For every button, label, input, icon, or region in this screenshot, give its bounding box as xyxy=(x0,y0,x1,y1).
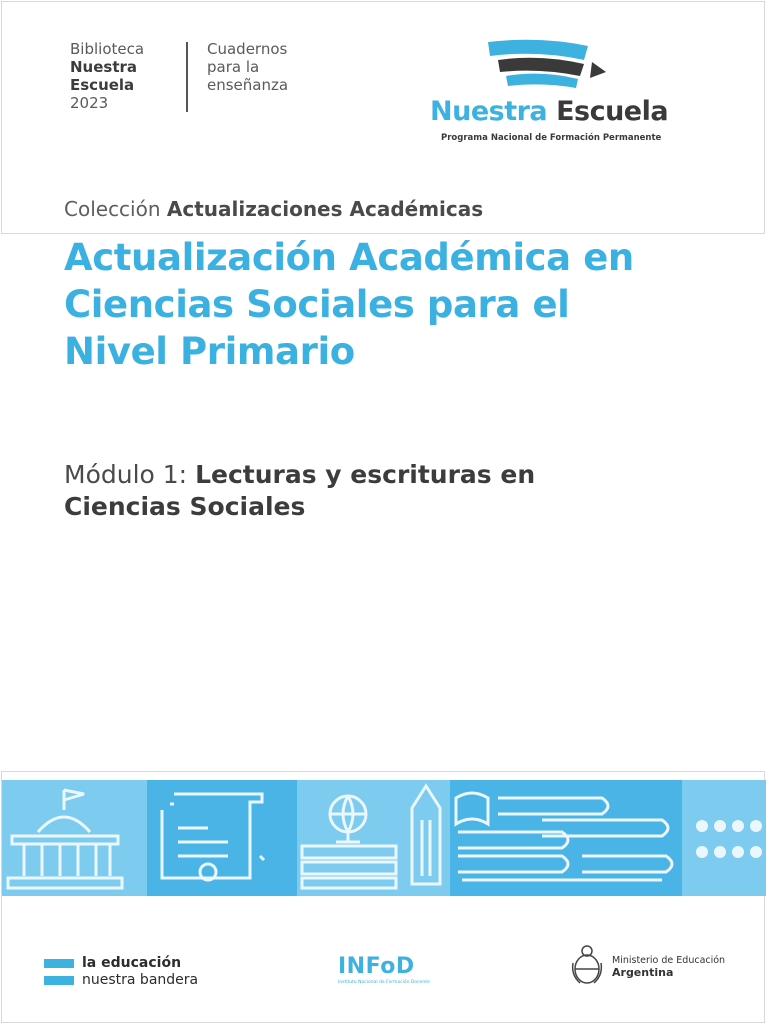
ministerio-line2: Argentina xyxy=(612,966,674,979)
title-line3: Nivel Primario xyxy=(64,330,355,373)
coleccion-name: Actualizaciones Académicas xyxy=(166,197,484,221)
header-divider xyxy=(186,42,188,112)
biblioteca-line3: Escuela xyxy=(70,76,135,94)
edu-line2: nuestra bandera xyxy=(82,972,199,988)
nuestra-escuela-logo-icon xyxy=(430,38,690,148)
biblioteca-year: 2023 xyxy=(70,94,109,112)
cuadernos-label xyxy=(207,40,288,94)
ministerio-line1: Ministerio de Educación xyxy=(612,955,726,966)
cuadernos-line3: enseñanza xyxy=(207,76,289,94)
logo-subtitle: Programa Nacional de Formación Permanente xyxy=(441,133,662,143)
nuestra-escuela-wordmark xyxy=(430,96,668,127)
coleccion-prefix: Colección xyxy=(64,197,161,221)
modulo-name-line1: Lecturas y escrituras en xyxy=(195,460,536,489)
biblioteca-line2: Nuestra xyxy=(70,58,138,76)
cuadernos-line2: para la xyxy=(207,58,260,76)
modulo-name-line2: Ciencias Sociales xyxy=(64,492,306,521)
coat-of-arms-icon xyxy=(570,943,604,987)
ministerio-label xyxy=(612,955,725,979)
infod-subtitle: Instituto Nacional de Formación Docente xyxy=(338,980,430,985)
logo-word2: Escuela xyxy=(556,96,669,127)
infod-logo: INFoD xyxy=(338,954,415,979)
title-line2: Ciencias Sociales para el xyxy=(64,283,570,326)
logo-word1: Nuestra xyxy=(430,96,548,127)
biblioteca-line1: Biblioteca xyxy=(70,40,145,58)
coleccion-label xyxy=(64,197,483,221)
educacion-bandera-label xyxy=(82,955,198,989)
page-title xyxy=(64,234,724,375)
illustration-band xyxy=(2,780,766,896)
biblioteca-label xyxy=(70,40,144,112)
cuadernos-line1: Cuadernos xyxy=(207,40,288,58)
title-line1: Actualización Académica en xyxy=(64,236,634,279)
modulo-prefix: Módulo 1: xyxy=(64,460,188,489)
flag-icon xyxy=(44,957,74,987)
edu-line1: la educación xyxy=(82,955,182,971)
modulo-heading xyxy=(64,459,684,523)
